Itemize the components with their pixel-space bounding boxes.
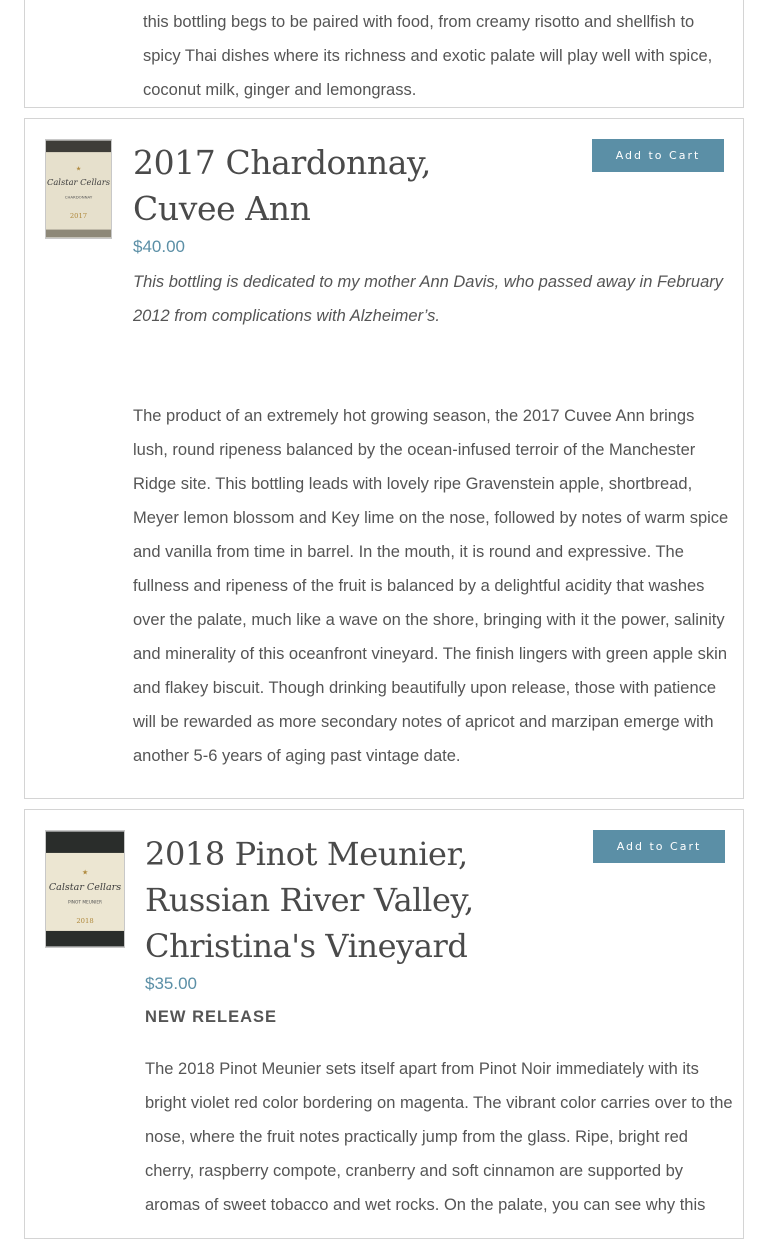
svg-text:PINOT MEUNIER: PINOT MEUNIER (67, 900, 103, 906)
product-image[interactable] (45, 139, 112, 239)
add-to-cart-button[interactable]: Add to Cart (592, 139, 724, 172)
product-price: $40.00 (133, 237, 185, 256)
product-card (24, 809, 744, 1239)
svg-text:2018: 2018 (76, 917, 94, 926)
svg-text:★: ★ (75, 166, 82, 173)
product-image[interactable] (45, 830, 125, 948)
svg-text:CHARDONNAY: CHARDONNAY (64, 194, 93, 200)
new-release-badge: NEW RELEASE (145, 1008, 278, 1026)
svg-text:Calstar Cellars: Calstar Cellars (46, 177, 111, 188)
svg-text:Calstar Cellars: Calstar Cellars (48, 881, 122, 893)
product-description: The product of an extremely hot growing season, the 2017 Cuvee Ann brings lush, round ripeness balanced by the ocean-infused terroir of the Manchester Ridge site. This bottling leads with lovely ripe Gravenstein apple, shortbread, Meyer lemon blossom and Key lime on the nose, followed by notes of warm spice and vanilla from time in barrel. In the mouth, it is round and expressive. The fullness and ripeness of the fruit is balanced by a delightful acidity that washes over the palate, much like a wave on the shore, bringing with it the power, salinity and minerality of this oceanfront vineyard. The finish lingers with green apple skin and flakey biscuit. Though drinking beautifully upon release, those with patience will be rewarded as more secondary notes of apricot and marzipan emerge with another 5-6 years of aging past vintage date. (133, 407, 729, 765)
svg-text:2017: 2017 (69, 212, 88, 221)
wine-label-image (46, 831, 124, 947)
product-title[interactable]: 2017 Chardonnay, Cuvee Ann (133, 143, 431, 228)
product-description: this bottling begs to be paired with food, from creamy risotto and shellfish to spicy Thai dishes where its richness and exotic palate will play well with spice, coconut milk, ginger and lemongrass. (143, 13, 713, 99)
product-description: The 2018 Pinot Meunier sets itself apart from Pinot Noir immediately with its bright violet red color bordering on magenta. The vibrant color carries over to the nose, where the fruit notes practically jump from the glass. Ripe, bright red cherry, raspberry compote, cranberry and soft cinnamon are supported by aromas of sweet tobacco and wet rocks. On the palate, you can see why this (145, 1060, 733, 1214)
svg-text:★: ★ (81, 868, 89, 877)
product-card (24, 118, 744, 799)
wine-label-image (46, 140, 111, 238)
product-price: $35.00 (145, 974, 197, 993)
product-card (24, 0, 744, 108)
add-to-cart-button[interactable]: Add to Cart (593, 830, 725, 863)
product-dedication: This bottling is dedicated to my mother Ann Davis, who passed away in February 2012 from complications with Alzheimer’s. (133, 273, 724, 325)
product-title[interactable]: 2018 Pinot Meunier, Russian River Valley, Christina's Vineyard (145, 835, 474, 965)
